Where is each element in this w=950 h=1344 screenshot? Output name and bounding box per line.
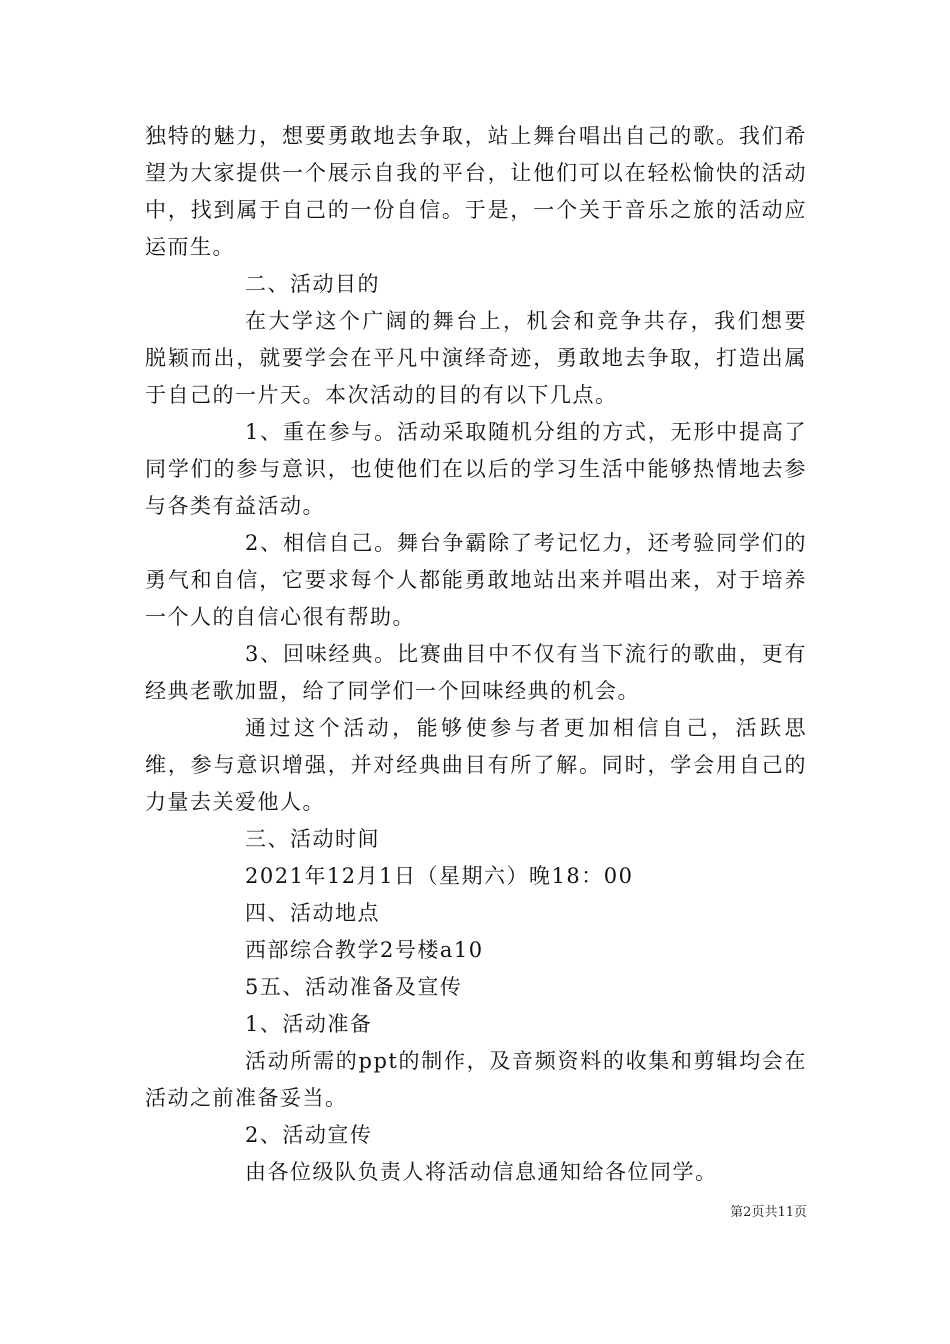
subheading-preparation: 1、活动准备: [245, 1012, 373, 1036]
paragraph-publicity: 由各位级队负责人将活动信息通知给各位同学。: [245, 1160, 718, 1184]
paragraph-intro-continued: 独特的魅力，想要勇敢地去争取，站上舞台唱出自己的歌。我们希望为大家提供一个展示自我的平台，让他们可以在轻松愉快的活动中，找到属于自己的一份自信。于是，一个关于音乐之旅的活动应运而生。: [145, 124, 807, 259]
paragraph-purpose-point-1: 1、重在参与。活动采取随机分组的方式，无形中提高了同学们的参与意识，也使他们在以后的学习生活中能够热情地去参与各类有益活动。: [145, 420, 807, 518]
paragraph-purpose-point-3: 3、回味经典。比赛曲目中不仅有当下流行的歌曲，更有经典老歌加盟，给了同学们一个回味经典的机会。: [145, 642, 807, 703]
page-number-footer: 第2页共11页: [730, 1205, 807, 1220]
heading-preparation-publicity: 5五、活动准备及宣传: [245, 975, 463, 999]
document-body: [145, 118, 807, 1191]
heading-activity-location: 四、活动地点: [245, 901, 380, 925]
paragraph-purpose-summary: 通过这个活动，能够使参与者更加相信自己，活跃思维，参与意识增强，并对经典曲目有所了解。同时，学会用自己的力量去关爱他人。: [145, 716, 807, 814]
heading-activity-time: 三、活动时间: [245, 827, 380, 851]
subheading-publicity: 2、活动宣传: [245, 1123, 373, 1147]
heading-activity-purpose: 二、活动目的: [245, 272, 380, 296]
paragraph-preparation: 活动所需的ppt的制作，及音频资料的收集和剪辑均会在活动之前准备妥当。: [145, 1049, 807, 1110]
activity-time-value: 2021年12月1日（星期六）晚18：00: [245, 864, 634, 888]
activity-location-value: 西部综合教学2号楼a10: [245, 938, 484, 962]
paragraph-purpose: 在大学这个广阔的舞台上，机会和竞争共存，我们想要脱颖而出，就要学会在平凡中演绎奇迹，勇敢地去争取，打造出属于自己的一片天。本次活动的目的有以下几点。: [145, 309, 807, 407]
paragraph-purpose-point-2: 2、相信自己。舞台争霸除了考记忆力，还考验同学们的勇气和自信，它要求每个人都能勇敢地站出来并唱出来，对于培养一个人的自信心很有帮助。: [145, 531, 807, 629]
